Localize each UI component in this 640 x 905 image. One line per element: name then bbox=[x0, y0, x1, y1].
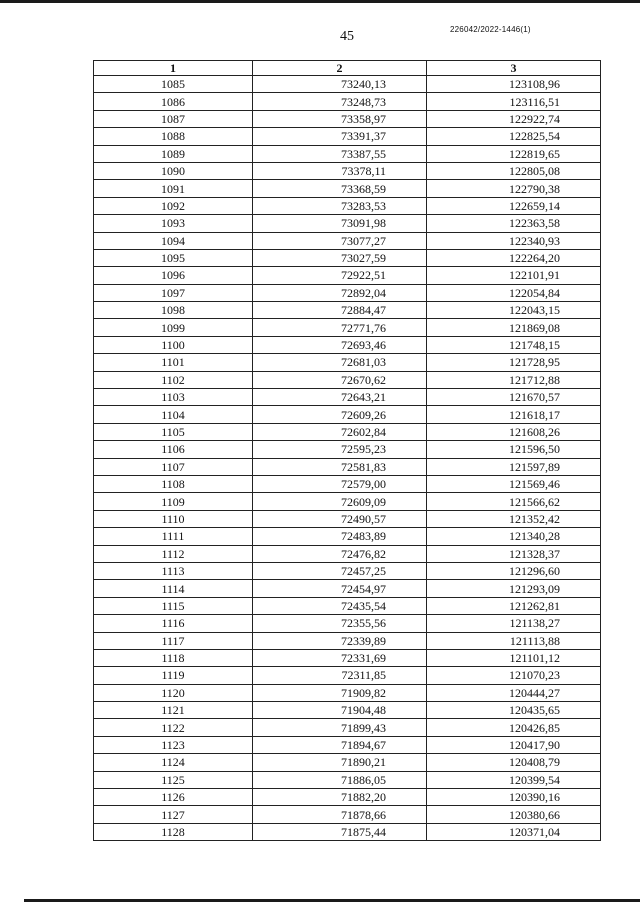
table-row bbox=[94, 371, 601, 388]
point-number-cell: 1122 bbox=[94, 719, 253, 736]
y-coordinate-cell: 121712,88 bbox=[427, 371, 601, 388]
point-number-cell: 1126 bbox=[94, 789, 253, 806]
table-row bbox=[94, 162, 601, 179]
table-row bbox=[94, 736, 601, 753]
coordinates-table bbox=[93, 60, 601, 841]
y-coordinate-cell: 122825,54 bbox=[427, 128, 601, 145]
table-row bbox=[94, 510, 601, 527]
table-row bbox=[94, 93, 601, 110]
x-coordinate-cell: 73368,59 bbox=[253, 180, 427, 197]
table-row bbox=[94, 528, 601, 545]
table-row bbox=[94, 702, 601, 719]
y-coordinate-cell: 122101,91 bbox=[427, 267, 601, 284]
table-row bbox=[94, 684, 601, 701]
x-coordinate-cell: 73391,37 bbox=[253, 128, 427, 145]
y-coordinate-cell: 120380,66 bbox=[427, 806, 601, 823]
y-coordinate-cell: 120399,54 bbox=[427, 771, 601, 788]
point-number-cell: 1101 bbox=[94, 354, 253, 371]
table-row bbox=[94, 667, 601, 684]
table-row bbox=[94, 806, 601, 823]
y-coordinate-cell: 121608,26 bbox=[427, 423, 601, 440]
y-coordinate-cell: 122340,93 bbox=[427, 232, 601, 249]
point-number-cell: 1124 bbox=[94, 754, 253, 771]
x-coordinate-cell: 72476,82 bbox=[253, 545, 427, 562]
x-coordinate-cell: 73283,53 bbox=[253, 197, 427, 214]
point-number-cell: 1123 bbox=[94, 736, 253, 753]
x-coordinate-cell: 72435,54 bbox=[253, 597, 427, 614]
y-coordinate-cell: 121352,42 bbox=[427, 510, 601, 527]
point-number-cell: 1115 bbox=[94, 597, 253, 614]
point-number-cell: 1106 bbox=[94, 441, 253, 458]
x-coordinate-cell: 72922,51 bbox=[253, 267, 427, 284]
x-coordinate-cell: 72681,03 bbox=[253, 354, 427, 371]
x-coordinate-cell: 71886,05 bbox=[253, 771, 427, 788]
table-row bbox=[94, 771, 601, 788]
table-row bbox=[94, 597, 601, 614]
table-row bbox=[94, 649, 601, 666]
table-row bbox=[94, 354, 601, 371]
point-number-cell: 1109 bbox=[94, 493, 253, 510]
y-coordinate-cell: 121293,09 bbox=[427, 580, 601, 597]
x-coordinate-cell: 72490,57 bbox=[253, 510, 427, 527]
point-number-cell: 1121 bbox=[94, 702, 253, 719]
y-coordinate-cell: 120435,65 bbox=[427, 702, 601, 719]
point-number-cell: 1125 bbox=[94, 771, 253, 788]
point-number-cell: 1098 bbox=[94, 302, 253, 319]
y-coordinate-cell: 123116,51 bbox=[427, 93, 601, 110]
y-coordinate-cell: 121869,08 bbox=[427, 319, 601, 336]
page-number: 45 bbox=[340, 29, 354, 44]
point-number-cell: 1090 bbox=[94, 162, 253, 179]
x-coordinate-cell: 71904,48 bbox=[253, 702, 427, 719]
x-coordinate-cell: 72609,26 bbox=[253, 406, 427, 423]
y-coordinate-cell: 121670,57 bbox=[427, 389, 601, 406]
point-number-cell: 1086 bbox=[94, 93, 253, 110]
table-row bbox=[94, 267, 601, 284]
column-header: 2 bbox=[253, 61, 427, 76]
x-coordinate-cell: 72331,69 bbox=[253, 649, 427, 666]
table-row bbox=[94, 615, 601, 632]
x-coordinate-cell: 73387,55 bbox=[253, 145, 427, 162]
table-row bbox=[94, 423, 601, 440]
point-number-cell: 1111 bbox=[94, 528, 253, 545]
table-row bbox=[94, 249, 601, 266]
point-number-cell: 1095 bbox=[94, 249, 253, 266]
table-row bbox=[94, 754, 601, 771]
point-number-cell: 1112 bbox=[94, 545, 253, 562]
table-header-row bbox=[94, 61, 601, 76]
y-coordinate-cell: 121070,23 bbox=[427, 667, 601, 684]
x-coordinate-cell: 73378,11 bbox=[253, 162, 427, 179]
y-coordinate-cell: 120371,04 bbox=[427, 823, 601, 840]
x-coordinate-cell: 72339,89 bbox=[253, 632, 427, 649]
point-number-cell: 1085 bbox=[94, 76, 253, 93]
x-coordinate-cell: 71875,44 bbox=[253, 823, 427, 840]
x-coordinate-cell: 72693,46 bbox=[253, 336, 427, 353]
y-coordinate-cell: 121328,37 bbox=[427, 545, 601, 562]
table-row bbox=[94, 110, 601, 127]
y-coordinate-cell: 121113,88 bbox=[427, 632, 601, 649]
y-coordinate-cell: 121340,28 bbox=[427, 528, 601, 545]
table-row bbox=[94, 562, 601, 579]
column-header: 1 bbox=[94, 61, 253, 76]
point-number-cell: 1088 bbox=[94, 128, 253, 145]
y-coordinate-cell: 121748,15 bbox=[427, 336, 601, 353]
point-number-cell: 1113 bbox=[94, 562, 253, 579]
table-row bbox=[94, 336, 601, 353]
x-coordinate-cell: 73358,97 bbox=[253, 110, 427, 127]
document-id: 226042/2022-1446(1) bbox=[450, 25, 531, 34]
point-number-cell: 1117 bbox=[94, 632, 253, 649]
point-number-cell: 1105 bbox=[94, 423, 253, 440]
x-coordinate-cell: 72643,21 bbox=[253, 389, 427, 406]
y-coordinate-cell: 122922,74 bbox=[427, 110, 601, 127]
x-coordinate-cell: 71878,66 bbox=[253, 806, 427, 823]
point-number-cell: 1097 bbox=[94, 284, 253, 301]
x-coordinate-cell: 72483,89 bbox=[253, 528, 427, 545]
table-row bbox=[94, 580, 601, 597]
table-row bbox=[94, 197, 601, 214]
point-number-cell: 1099 bbox=[94, 319, 253, 336]
table-row bbox=[94, 284, 601, 301]
x-coordinate-cell: 72355,56 bbox=[253, 615, 427, 632]
x-coordinate-cell: 72771,76 bbox=[253, 319, 427, 336]
point-number-cell: 1114 bbox=[94, 580, 253, 597]
x-coordinate-cell: 73027,59 bbox=[253, 249, 427, 266]
point-number-cell: 1128 bbox=[94, 823, 253, 840]
point-number-cell: 1116 bbox=[94, 615, 253, 632]
x-coordinate-cell: 73077,27 bbox=[253, 232, 427, 249]
y-coordinate-cell: 120417,90 bbox=[427, 736, 601, 753]
table-row bbox=[94, 789, 601, 806]
y-coordinate-cell: 120408,79 bbox=[427, 754, 601, 771]
table-row bbox=[94, 545, 601, 562]
x-coordinate-cell: 73248,73 bbox=[253, 93, 427, 110]
table-row bbox=[94, 632, 601, 649]
table-row bbox=[94, 493, 601, 510]
x-coordinate-cell: 72579,00 bbox=[253, 475, 427, 492]
y-coordinate-cell: 121262,81 bbox=[427, 597, 601, 614]
y-coordinate-cell: 120444,27 bbox=[427, 684, 601, 701]
y-coordinate-cell: 121566,62 bbox=[427, 493, 601, 510]
table-row bbox=[94, 475, 601, 492]
point-number-cell: 1091 bbox=[94, 180, 253, 197]
x-coordinate-cell: 71890,21 bbox=[253, 754, 427, 771]
y-coordinate-cell: 122659,14 bbox=[427, 197, 601, 214]
top-border-line bbox=[0, 0, 640, 3]
x-coordinate-cell: 72457,25 bbox=[253, 562, 427, 579]
point-number-cell: 1096 bbox=[94, 267, 253, 284]
point-number-cell: 1119 bbox=[94, 667, 253, 684]
point-number-cell: 1108 bbox=[94, 475, 253, 492]
bottom-border-line bbox=[24, 899, 640, 902]
y-coordinate-cell: 121596,50 bbox=[427, 441, 601, 458]
y-coordinate-cell: 121296,60 bbox=[427, 562, 601, 579]
table-row bbox=[94, 145, 601, 162]
x-coordinate-cell: 72454,97 bbox=[253, 580, 427, 597]
point-number-cell: 1100 bbox=[94, 336, 253, 353]
table-row bbox=[94, 232, 601, 249]
x-coordinate-cell: 71882,20 bbox=[253, 789, 427, 806]
y-coordinate-cell: 122790,38 bbox=[427, 180, 601, 197]
point-number-cell: 1102 bbox=[94, 371, 253, 388]
point-number-cell: 1118 bbox=[94, 649, 253, 666]
x-coordinate-cell: 72602,84 bbox=[253, 423, 427, 440]
y-coordinate-cell: 121728,95 bbox=[427, 354, 601, 371]
table-row bbox=[94, 319, 601, 336]
table-row bbox=[94, 823, 601, 840]
point-number-cell: 1104 bbox=[94, 406, 253, 423]
x-coordinate-cell: 73240,13 bbox=[253, 76, 427, 93]
point-number-cell: 1089 bbox=[94, 145, 253, 162]
x-coordinate-cell: 73091,98 bbox=[253, 215, 427, 232]
table-body bbox=[94, 76, 601, 841]
point-number-cell: 1127 bbox=[94, 806, 253, 823]
y-coordinate-cell: 123108,96 bbox=[427, 76, 601, 93]
x-coordinate-cell: 72884,47 bbox=[253, 302, 427, 319]
point-number-cell: 1087 bbox=[94, 110, 253, 127]
y-coordinate-cell: 121618,17 bbox=[427, 406, 601, 423]
column-header: 3 bbox=[427, 61, 601, 76]
y-coordinate-cell: 121101,12 bbox=[427, 649, 601, 666]
y-coordinate-cell: 122054,84 bbox=[427, 284, 601, 301]
x-coordinate-cell: 71909,82 bbox=[253, 684, 427, 701]
table-row bbox=[94, 128, 601, 145]
y-coordinate-cell: 122363,58 bbox=[427, 215, 601, 232]
table-row bbox=[94, 406, 601, 423]
x-coordinate-cell: 72892,04 bbox=[253, 284, 427, 301]
table-row bbox=[94, 215, 601, 232]
table-row bbox=[94, 719, 601, 736]
table-row bbox=[94, 76, 601, 93]
point-number-cell: 1103 bbox=[94, 389, 253, 406]
table-row bbox=[94, 180, 601, 197]
table-row bbox=[94, 302, 601, 319]
y-coordinate-cell: 121138,27 bbox=[427, 615, 601, 632]
x-coordinate-cell: 72670,62 bbox=[253, 371, 427, 388]
y-coordinate-cell: 122805,08 bbox=[427, 162, 601, 179]
point-number-cell: 1094 bbox=[94, 232, 253, 249]
y-coordinate-cell: 120390,16 bbox=[427, 789, 601, 806]
y-coordinate-cell: 120426,85 bbox=[427, 719, 601, 736]
point-number-cell: 1110 bbox=[94, 510, 253, 527]
x-coordinate-cell: 72581,83 bbox=[253, 458, 427, 475]
x-coordinate-cell: 72595,23 bbox=[253, 441, 427, 458]
point-number-cell: 1120 bbox=[94, 684, 253, 701]
y-coordinate-cell: 122819,65 bbox=[427, 145, 601, 162]
x-coordinate-cell: 71894,67 bbox=[253, 736, 427, 753]
point-number-cell: 1107 bbox=[94, 458, 253, 475]
x-coordinate-cell: 72311,85 bbox=[253, 667, 427, 684]
x-coordinate-cell: 72609,09 bbox=[253, 493, 427, 510]
point-number-cell: 1092 bbox=[94, 197, 253, 214]
y-coordinate-cell: 122043,15 bbox=[427, 302, 601, 319]
x-coordinate-cell: 71899,43 bbox=[253, 719, 427, 736]
y-coordinate-cell: 121597,89 bbox=[427, 458, 601, 475]
y-coordinate-cell: 121569,46 bbox=[427, 475, 601, 492]
table-row bbox=[94, 458, 601, 475]
table-row bbox=[94, 389, 601, 406]
y-coordinate-cell: 122264,20 bbox=[427, 249, 601, 266]
point-number-cell: 1093 bbox=[94, 215, 253, 232]
table-row bbox=[94, 441, 601, 458]
